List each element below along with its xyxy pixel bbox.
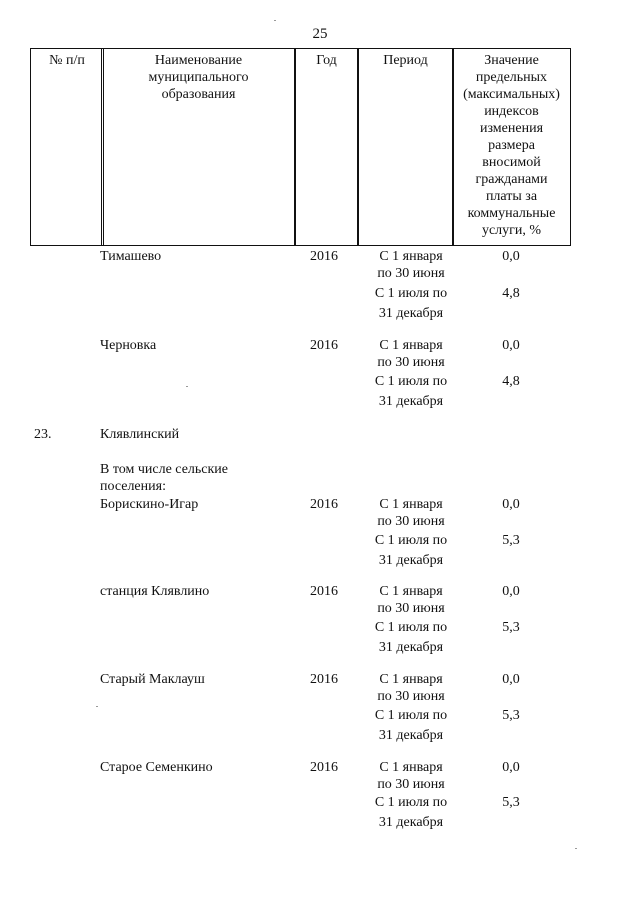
header-value-line: изменения <box>479 121 544 136</box>
row-period-1a: С 1 января <box>379 672 443 687</box>
header-year-line: Год <box>316 53 337 68</box>
row-name: Борискино-Игар <box>100 497 199 512</box>
row-value-2: 5,3 <box>502 620 520 635</box>
row-period-2b: 31 декабря <box>378 728 444 743</box>
row-period-2b: 31 декабря <box>378 306 444 321</box>
page-number: 25 <box>312 26 328 42</box>
row-value-1: 0,0 <box>502 338 520 353</box>
row-period-2a: С 1 июля по <box>374 795 448 810</box>
header-cell-year <box>294 48 359 246</box>
row-period-1b: по 30 июня <box>377 601 445 616</box>
row-value-1: 0,0 <box>502 584 520 599</box>
header-name-line: муниципального <box>148 70 249 85</box>
header-value-line: гражданами <box>475 172 548 187</box>
row-period-2b: 31 декабря <box>378 553 444 568</box>
row-period-2a: С 1 июля по <box>374 286 448 301</box>
row-name: Старое Семенкино <box>100 760 213 775</box>
row-period-1a: С 1 января <box>379 249 443 264</box>
header-value-line: (максимальных) <box>463 87 560 102</box>
row-period-2b: 31 декабря <box>378 640 444 655</box>
row-value-1: 0,0 <box>502 760 520 775</box>
scan-speck <box>96 706 98 707</box>
header-value-line: Значение <box>484 53 539 68</box>
row-period-1a: С 1 января <box>379 584 443 599</box>
row-year: 2016 <box>310 497 338 512</box>
row-period-2a: С 1 июля по <box>374 620 448 635</box>
header-name-line: образования <box>161 87 236 102</box>
header-name-line: Наименование <box>154 53 243 68</box>
header-value-line: вносимой <box>482 155 541 170</box>
row-period-1b: по 30 июня <box>377 514 445 529</box>
header-value-line: индексов <box>484 104 539 119</box>
row-year: 2016 <box>310 584 338 599</box>
header-value-line: размера <box>488 138 535 153</box>
row-name: станция Клявлино <box>100 584 210 599</box>
row-value-2: 5,3 <box>502 533 520 548</box>
row-year: 2016 <box>310 249 338 264</box>
section-name: Клявлинский <box>100 427 180 442</box>
row-value-2: 4,8 <box>502 286 520 301</box>
row-period-1a: С 1 января <box>379 760 443 775</box>
scan-speck <box>575 848 577 849</box>
row-value-1: 0,0 <box>502 249 520 264</box>
scan-speck <box>274 20 276 21</box>
row-period-2a: С 1 июля по <box>374 533 448 548</box>
row-period-2a: С 1 июля по <box>374 374 448 389</box>
section-number: 23. <box>34 427 52 442</box>
header-value-line: предельных <box>475 70 548 85</box>
row-value-2: 5,3 <box>502 708 520 723</box>
header-cell-period <box>357 48 454 246</box>
row-value-2: 4,8 <box>502 374 520 389</box>
row-value-2: 5,3 <box>502 795 520 810</box>
row-period-2a: С 1 июля по <box>374 708 448 723</box>
row-period-1a: С 1 января <box>379 338 443 353</box>
row-period-1b: по 30 июня <box>377 266 445 281</box>
section-subtitle-a: В том числе сельские <box>100 462 229 477</box>
header-cell-value <box>452 48 571 246</box>
row-period-1b: по 30 июня <box>377 355 445 370</box>
header-number-line: № п/п <box>49 53 85 68</box>
row-period-1b: по 30 июня <box>377 689 445 704</box>
row-period-1a: С 1 января <box>379 497 443 512</box>
row-name: Тимашево <box>100 249 162 264</box>
row-year: 2016 <box>310 760 338 775</box>
row-period-2b: 31 декабря <box>378 394 444 409</box>
row-name: Старый Маклауш <box>100 672 205 687</box>
header-cell-name <box>101 48 296 246</box>
row-year: 2016 <box>310 338 338 353</box>
row-name: Черновка <box>100 338 157 353</box>
section-subtitle-b: поселения: <box>100 479 166 494</box>
header-period-line: Период <box>383 53 428 68</box>
header-value-line: коммунальные <box>467 206 556 221</box>
row-value-1: 0,0 <box>502 672 520 687</box>
row-year: 2016 <box>310 672 338 687</box>
header-value-line: услуги, % <box>481 223 542 238</box>
row-period-1b: по 30 июня <box>377 777 445 792</box>
row-period-2b: 31 декабря <box>378 815 444 830</box>
scan-speck <box>186 386 188 387</box>
header-cell-number <box>30 48 104 246</box>
header-value-line: платы за <box>485 189 538 204</box>
row-value-1: 0,0 <box>502 497 520 512</box>
